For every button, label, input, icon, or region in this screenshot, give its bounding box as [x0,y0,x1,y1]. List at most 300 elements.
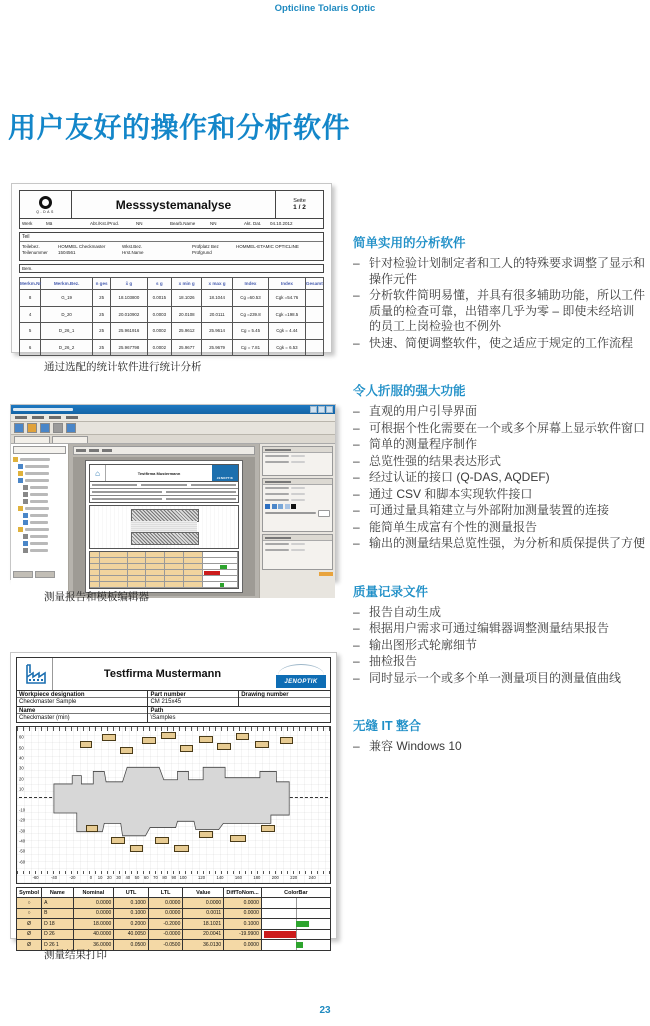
maximize-icon [318,406,325,413]
preview-colorbar-cell [203,564,239,569]
table-cell [305,306,323,323]
table-row [20,323,324,340]
preview-colorbar-cell [203,552,239,557]
table-cell: 6 [20,339,41,356]
column-header: x min g [171,278,201,290]
column-header: UTL [114,888,149,898]
bullet-dash: – [353,486,360,501]
print-report-title: Testfirma Mustermann [103,668,222,680]
value-cell: 18.0000 [73,919,114,930]
bullet-text: 总览性强的结果表达形式 [369,453,502,468]
table-cell: 25.9679 [202,339,232,356]
x-axis-tick-label: 70 [153,875,158,880]
format-control-placeholder [76,449,86,452]
value-cell: 0.0500 [114,940,149,951]
tree-item [13,456,66,463]
name-cell: D 18 [42,919,73,930]
color-swatch-row [263,503,332,510]
y-axis-tick-label: 30 [19,765,24,771]
tree-node-label-placeholder [30,514,48,517]
preview-table-cell [184,564,203,569]
y-axis-tick-label: -40 [19,838,26,844]
table-cell: 25.961916 [111,323,147,340]
factory-icon: ⌂ [90,465,106,481]
preview-table-cell [100,570,128,575]
page-title: 用户友好的操作和分析软件 [8,112,351,143]
part-box-field: HOMMEL-ETAMIC OPTICLINE [236,243,299,249]
colorbar-centerline [296,898,297,908]
preview-table-cell [146,576,165,581]
preview-table-cell [146,582,165,587]
seite-value: 1 / 2 [293,204,306,211]
dimension-label-box [142,737,156,744]
table-row [17,929,331,940]
form-field-label: Path [148,707,330,714]
column-header: Gesamt [305,278,323,290]
meta-label: Werk [22,221,33,226]
colorbar [296,921,309,928]
editor-title-placeholder [13,408,73,411]
bullet-text: 针对检验计划制定者和工人的特殊要求调整了显示和操作元件 [369,256,646,286]
colorbar-cell [261,940,330,951]
report-preview-page [85,460,243,593]
property-label-placeholder [265,499,289,501]
table-cell: Cg =239.8 [232,306,268,323]
tree-node-label-placeholder [30,493,48,496]
color-swatch [265,504,270,509]
table-header-row [20,278,324,290]
value-cell: -0.0500 [148,940,183,951]
value-cell: 0.0000 [183,898,224,909]
group-title-placeholder [265,449,291,451]
dimension-label-box [174,845,189,852]
colorbar [296,942,303,949]
menu-item-placeholder [32,416,44,419]
property-row [263,459,332,465]
preview-table-cell [100,558,128,563]
colorbar-cell [261,898,330,909]
report-page-indicator [275,191,323,218]
format-toolbar [73,446,255,455]
tree-node-icon [18,478,23,483]
property-label-placeholder [265,461,289,463]
qdas-logo-icon [39,196,52,209]
column-header: x max g [202,278,232,290]
open-icon [27,423,37,433]
form-field [17,691,148,707]
tree-node-label-placeholder [25,507,49,510]
y-axis-tick-label: -50 [19,848,26,854]
meta-value: NN [136,221,143,226]
bullet-text: 通过 CSV 和脚本实现软件接口 [369,486,533,501]
menu-item-placeholder [66,416,78,419]
preview-table-cell [184,582,203,587]
dimension-label-box [230,835,246,842]
property-value-placeholder [291,493,305,495]
figure3-caption: 测量结果打印 [44,949,107,961]
tree-item [13,484,66,491]
preview-table-cell [100,576,128,581]
table-cell: Cgk = 4.44 [269,323,305,340]
preview-table-cell [184,570,203,575]
part-box-row [20,242,323,249]
bullet-text: 根据用户需求可通过编辑器调整测量结果报告 [369,621,610,635]
bullet-dash: – [353,670,360,685]
preview-colorbar [220,583,224,587]
profile-chart [16,726,331,884]
column-header: Index [269,278,305,290]
table-cell: 0.0015 [147,290,171,307]
tree-item [13,526,66,533]
tree-node-icon [23,534,28,539]
bullet-dash: – [353,437,360,451]
slider-value-box [318,510,330,517]
print-icon [53,423,63,433]
tab-placeholder [52,436,88,443]
form-row-placeholder [90,495,238,502]
bullet-dash: – [353,404,360,418]
y-axis-tick-label: -20 [19,817,26,823]
preview-table-cell [184,558,203,563]
form-field-label: Drawing number [239,691,330,698]
bullet-dash: – [353,503,360,517]
qdas-logo-text: Q-DAS [36,209,55,214]
jenoptik-logo [272,658,330,690]
tree-node-icon [18,506,23,511]
property-label-placeholder [265,549,289,551]
tree-node-label-placeholder [30,535,48,538]
value-cell: 0.1000 [114,898,149,909]
bullet-item [353,536,646,552]
preview-colorbar-cell [203,576,239,581]
bullet-item [353,671,646,687]
part-box-field: HOMMEL Checkmaster [58,243,106,249]
bullet-item [353,503,646,519]
preview-table-cell [165,552,184,557]
x-axis-tick-label: 200 [271,875,279,880]
colorbar [264,931,296,938]
preview-table-cell [128,570,147,575]
form-field-label: Workpiece designation [17,691,147,698]
form-field [148,707,330,722]
report-title: Messsystemanalyse [115,197,232,212]
x-axis-tick-label: 180 [253,875,261,880]
y-axis-tick-label: 60 [19,734,24,740]
colorbar-cell [261,929,330,940]
jenoptik-logo-text: JENOPTIK [276,675,326,688]
preview-table-cell [165,576,184,581]
preview-table-row [90,582,238,588]
report-part-box [19,232,324,261]
property-row [263,547,332,553]
format-control-placeholder [102,449,112,452]
property-label-placeholder [265,487,289,489]
value-cell: 0.0000 [73,898,114,909]
figure-template-editor [10,404,336,580]
x-axis-tick-label: 10 [97,875,103,880]
dimension-label-box [130,845,143,852]
factory-icon [17,658,53,690]
group-title-placeholder [265,537,291,539]
bullet-dash: – [353,288,360,302]
meta-label: Akt. Dat. [244,221,262,226]
tree-filter-combo [13,446,66,454]
preview-table-cell [165,570,184,575]
bullet-text: 分析软件简明易懂，并具有很多辅助功能，所以工件质量的检查可靠，出错率几乎为零 – 即使未经培训的员工上岗检验也不例外 [369,288,646,333]
save-icon [40,423,50,433]
group-title-placeholder [265,481,291,483]
x-axis-tick-label: 80 [162,875,168,880]
form-field-label: Name [17,707,147,714]
y-axis-tick-label: 50 [19,745,24,751]
section [353,716,646,755]
bullet-text: 快速、简便调整软件，使之适应于规定的工作流程 [369,335,634,350]
part-box-field: Prüfgrund [192,250,212,255]
x-axis-tick-label: 240 [308,875,316,880]
preview-table-cell [100,552,128,557]
tree-node-label-placeholder [25,528,49,531]
preview-colorbar [220,565,227,569]
preview-colorbar [204,571,220,575]
tree-node-icon [23,520,28,525]
name-cell: D 26 1 [42,940,73,951]
table-cell: 25.9612 [171,323,201,340]
property-value-placeholder [291,461,305,463]
properties-group [262,446,333,476]
symbol-cell: ○ [17,898,42,909]
part-box-field [156,250,192,255]
name-cell: D 26 [42,929,73,940]
property-value-placeholder [291,499,305,501]
value-cell: 0.1000 [224,919,262,930]
table-cell: 25 [92,306,110,323]
ruler-top [17,727,330,731]
tree-item [13,533,66,540]
table-cell: 20.010902 [111,306,147,323]
bullet-item [353,638,646,654]
statusbar-badge [319,572,333,576]
close-icon [326,406,333,413]
section [353,582,646,687]
tree-item [13,547,66,554]
y-axis-tick-label: -60 [19,859,26,865]
window-controls [310,406,333,413]
bullet-text: 抽检报告 [369,654,418,668]
x-axis-tick-label: 60 [143,875,149,880]
preview-table-cell [146,552,165,557]
tree-item [13,512,66,519]
properties-group [262,534,333,570]
table-cell: D_26_2 [41,339,93,356]
preview-table-cell [146,564,165,569]
column-header: x̄ g [111,278,147,290]
section-heading: 无缝 IT 整合 [353,719,422,733]
colorbar-centerline [296,930,297,940]
meta-value: NN [210,221,217,226]
color-swatch [278,504,283,509]
x-axis-tick-label: -40 [51,875,58,880]
y-axis-tick-label: 20 [19,776,24,782]
preview-table-cell [184,576,203,581]
print-report-header [16,657,331,691]
editor-body [11,444,335,569]
dimension-label-box [102,734,116,741]
tree-node-icon [13,457,18,462]
value-cell: 0.0000 [148,908,183,919]
right-column [353,233,646,756]
colorbar-cell [261,908,330,919]
table-row [17,919,331,930]
part-box-field: Wkst.Bez. [122,243,143,249]
table-cell: 25 [92,339,110,356]
part-box-label: Teil [20,233,323,242]
property-value-placeholder [291,543,305,545]
tree-node-label-placeholder [30,549,48,552]
dimension-label-box [111,837,125,844]
bullet-item [353,437,646,453]
preview-table-cell [128,564,147,569]
value-cell: 0.0000 [148,898,183,909]
bullet-item [353,739,646,755]
property-label-placeholder [265,493,289,495]
bullet-dash: – [353,420,360,435]
tree-node-icon [23,513,28,518]
tree-node-label-placeholder [30,542,48,545]
preview-table-cell [90,558,100,563]
table-cell [305,323,323,340]
table-cell: 18.1044 [202,290,232,307]
table-row [17,908,331,919]
canvas-background [73,457,255,596]
menu-item-placeholder [49,416,61,419]
property-label-placeholder [265,455,289,457]
table-cell: Cgk = 6.53 [269,339,305,356]
table-row [20,339,324,356]
x-axis-tick-label: 220 [290,875,298,880]
bullet-dash: – [353,470,360,484]
preview-table-cell [128,558,147,563]
slider-track [265,512,316,514]
preview-title: Testfirma Mustermann [137,470,181,476]
value-cell: 0.0000 [73,908,114,919]
preview-profile-graph [89,505,239,549]
preview-table-cell [128,552,147,557]
value-cell: 20.0041 [183,929,224,940]
property-label-placeholder [265,543,289,545]
property-value-placeholder [291,455,305,457]
dimension-label-box [120,747,133,754]
document-header: Opticline Tolaris Optic [274,3,376,14]
bullet-item [353,288,646,335]
bullet-item [353,404,646,420]
format-control-placeholder [89,449,99,452]
preview-colorbar-cell [203,582,239,587]
form-field-value: CM 215x45 [150,699,182,705]
bullet-text: 可通过量具箱建立与外部附加测量装置的连接 [369,503,610,517]
bullet-dash: – [353,453,360,468]
value-cell: 18.1021 [183,919,224,930]
section-heading: 简单实用的分析软件 [353,236,466,250]
table-row [17,898,331,909]
part-box-field [236,250,321,255]
symbol-cell: Ø [17,919,42,930]
column-header: Symbol [17,888,42,898]
table-cell: 0.0002 [147,339,171,356]
editor-titlebar [11,405,335,414]
characteristics-table [19,277,324,356]
meta-label: Abt./Kst./Prod. [90,221,120,226]
preview-table-cell [165,558,184,563]
preview-colorbar-cell [203,558,239,563]
minimize-icon [310,406,317,413]
symbol-cell: ○ [17,908,42,919]
form-field [17,707,148,722]
slider-row [263,510,332,516]
part-box-row [20,249,323,256]
x-axis-tick-label: 40 [125,875,131,880]
tree-node-icon [23,492,28,497]
value-cell: 40.0000 [73,929,114,940]
form-field [148,691,239,707]
preview-table-cell [128,582,147,587]
tree-node-label-placeholder [20,458,50,461]
name-cell: B [42,908,73,919]
bullet-item [353,256,646,287]
preview-table-cell [90,564,100,569]
bullet-text: 可根据个性化需要在一个或多个屏幕上显示软件窗口 [369,420,646,435]
column-header: LTL [148,888,183,898]
column-header: s g [147,278,171,290]
table-cell: Cg = 7.81 [232,339,268,356]
page-number: 23 [319,1005,331,1016]
tree-node-icon [23,485,28,490]
value-cell: 0.0000 [224,898,262,909]
color-swatch [285,504,290,509]
value-cell: -19.9900 [224,929,262,940]
dimension-label-box [236,733,249,740]
tree-item [13,477,66,484]
table-cell: Cgk =198.5 [269,306,305,323]
hatch-band [131,532,198,545]
editor-canvas [69,444,259,598]
bullet-item [353,470,646,486]
tree-node-label-placeholder [25,465,49,468]
bullet-dash: – [353,256,360,270]
preview-table-cell [146,570,165,575]
table-cell: Cg = 5.45 [232,323,268,340]
y-axis-tick-label: 10 [19,786,24,792]
preview-table-cell [100,564,128,569]
x-axis-tick-label: 50 [134,875,140,880]
tree-node-icon [23,499,28,504]
figure-printed-report [10,652,337,948]
x-axis-tick-label: 100 [179,875,187,880]
print-report-form [16,691,331,723]
bullet-text: 简单的测量程序制作 [369,437,478,451]
figure2-caption: 测量报告和模板编辑器 [44,591,149,603]
tree-node-label-placeholder [30,521,48,524]
y-axis-tick-label: 40 [19,755,24,761]
tree-item [13,505,66,512]
part-box-field: 1504561 [58,250,76,255]
name-cell: A [42,898,73,909]
tree-item [13,540,66,547]
value-cell: 0.0000 [224,940,262,951]
dimension-label-box [155,837,169,844]
form-field-value [239,698,330,706]
part-box-field: Teilebez. [22,243,40,249]
form-field-value: Checkmaster Sample [19,699,77,705]
